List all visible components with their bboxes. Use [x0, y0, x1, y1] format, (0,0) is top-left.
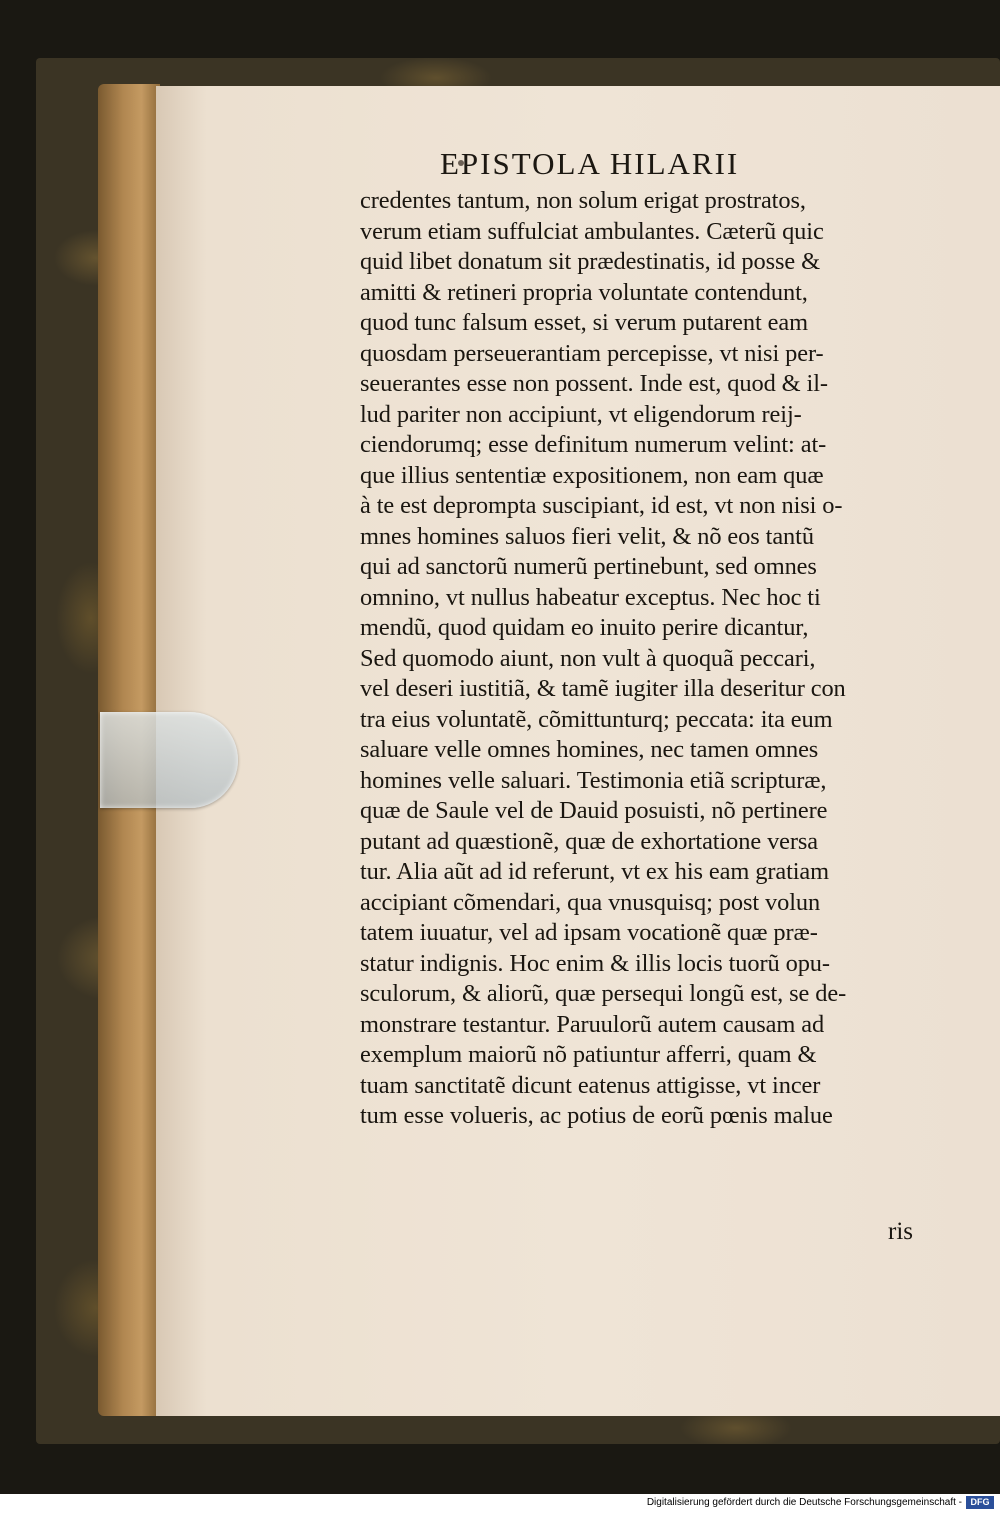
text-line: seuerantes esse non possent. Inde est, quod & il-	[360, 370, 828, 397]
text-line: Sed quomodo aiunt, non vult à quoquã peccari,	[360, 644, 816, 672]
text-line: monstrare testantur. Paruulorũ autem causam ad	[360, 1010, 825, 1038]
text-line: credentes tantum, non solum erigat prostratos,	[360, 187, 806, 214]
text-line: sculorum, & aliorũ, quæ persequi longũ est, se de-	[360, 980, 847, 1007]
catchword: ris	[888, 1218, 913, 1245]
transparent-page-clip	[100, 712, 238, 808]
body-text	[360, 186, 940, 1132]
text-line: saluare velle omnes homines, nec tamen omnes	[360, 736, 819, 763]
text-line: amitti & retineri propria voluntate contendunt,	[360, 278, 808, 306]
text-line: tur. Alia aũt ad id referunt, vt ex his eam gratiam	[360, 858, 830, 885]
text-line: tuam sanctitatẽ dicunt eatenus attigisse, vt incer	[360, 1071, 821, 1099]
text-line: vel deseri iustitiã, & tamẽ iugiter illa deseritur con	[360, 675, 846, 702]
text-line: omnino, vt nullus habeatur exceptus. Nec hoc ti	[360, 583, 821, 611]
running-head: EPISTOLA HILARII	[440, 146, 740, 181]
text-line: mendũ, quod quidam eo inuito perire dicantur,	[360, 614, 809, 641]
text-line: à te est deprompta suscipiant, id est, vt non nisi o-	[360, 492, 843, 519]
text-line: lud pariter non accipiunt, vt eligendorum reij-	[360, 400, 802, 428]
text-line: ciendorumq; esse definitum numerum velint: at-	[360, 431, 827, 458]
text-line: quid libet donatum sit prædestinatis, id posse &	[360, 248, 820, 275]
text-line: que illius sententiæ expositionem, non eam quæ	[360, 461, 824, 489]
text-line: tra eius voluntatẽ, cõmittunturq; peccata: ita eum	[360, 705, 833, 733]
text-line: accipiant cõmendari, qua vnusquisq; post volun	[360, 888, 821, 916]
text-line: exemplum maiorũ nõ patiuntur afferri, quam &	[360, 1041, 817, 1068]
text-line: statur indignis. Hoc enim & illis locis tuorũ opu-	[360, 949, 830, 977]
text-line: quæ de Saule vel de Dauid posuisti, nõ pertinere	[360, 797, 828, 824]
footer-credit: Digitalisierung gefördert durch die Deutsche Forschungsgemeinschaft -	[646, 1497, 962, 1508]
text-line: homines velle saluari. Testimonia etiã scripturæ,	[360, 766, 827, 794]
text-line: qui ad sanctorũ numerũ pertinebunt, sed omnes	[360, 553, 817, 580]
text-line: putant ad quæstionẽ, quæ de exhortatione versa	[360, 827, 819, 855]
text-line: tatem iuuatur, vel ad ipsam vocationẽ quæ præ-	[360, 919, 818, 946]
dfg-logo: DFG	[966, 1496, 994, 1509]
text-line: quod tunc falsum esset, si verum putarent eam	[360, 309, 808, 336]
text-line: tum esse volueris, ac potius de eorũ pœnis malue	[360, 1102, 833, 1129]
text-line: quosdam perseuerantiam percepisse, vt nisi per-	[360, 339, 824, 367]
text-line: verum etiam suffulciat ambulantes. Cæterũ quic	[360, 217, 824, 245]
text-line: mnes homines saluos fieri velit, & nõ eos tantũ	[360, 522, 814, 550]
